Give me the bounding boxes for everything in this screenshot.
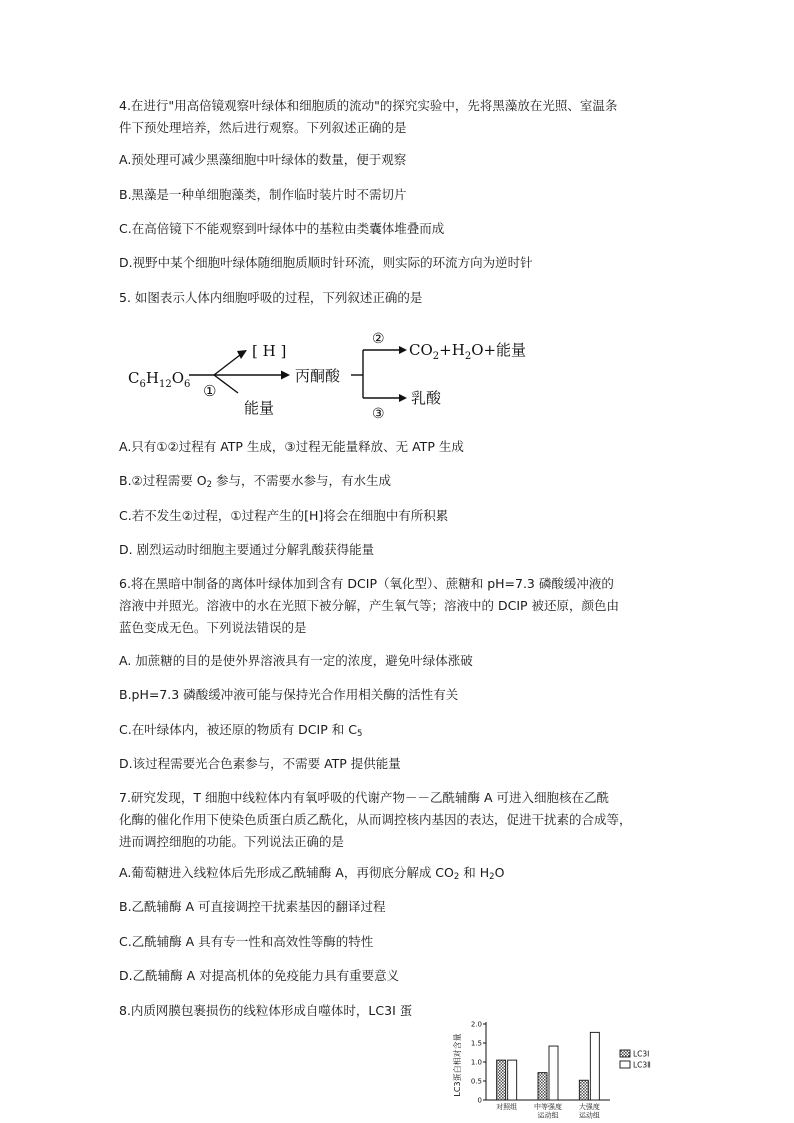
q5-option-c: C.若不发生②过程，①过程产生的[H]将会在细胞中有所积累: [119, 508, 449, 523]
energy-branch-line: [214, 375, 238, 393]
aerobic-arrow-head: [399, 346, 407, 354]
chart-bar-lc3-ii: [508, 1060, 517, 1100]
main-arrow-head: [281, 371, 290, 380]
q4-stem: [119, 95, 679, 139]
chart-y-tick-label: 1.0: [470, 1058, 482, 1067]
q4-option-d: D.视野中某个细胞叶绿体随细胞质顺时针环流，则实际的环流方向为逆时针: [119, 255, 533, 270]
q7-option-d: D.乙酰辅酶 A 对提高机体的免疫能力具有重要意义: [119, 968, 400, 983]
chart-y-tick-label: 0: [477, 1096, 482, 1105]
chart-y-tick-label: 1.5: [470, 1039, 482, 1048]
step-1-marker: ①: [203, 382, 217, 400]
q6-option-b: B.pH=7.3 磷酸缓冲液可能与保持光合作用相关酶的活性有关: [119, 687, 459, 702]
chart-legend-swatch: [620, 1061, 630, 1068]
chart-bar-lc3-ii: [549, 1046, 558, 1100]
chart-bar-lc3-i: [579, 1080, 588, 1100]
q5-option-d: D. 剧烈运动时细胞主要通过分解乳酸获得能量: [119, 542, 375, 557]
q6-stem: 6.将在黑暗中制备的离体叶绿体加到含有 DCIP（氧化型）、蔗糖和 pH=7.3 磷酸缓冲液的 溶液中并照光。溶液中的水在光照下被分解，产生氧气等；溶液中的 DCIP 被还原，颜色由 蓝色变成无色。下列说法错误的是: [119, 576, 620, 635]
respiration-diagram: [119, 328, 539, 424]
q4-stem-line-1: 4.在进行"用高倍镜观察叶绿体和细胞质的流动"的探究实验中，先将黑藻放在光照、室温条: [119, 98, 618, 113]
chart-x-tick-label: 对照组: [496, 1103, 518, 1111]
q4-option-b: B.黑藻是一种单细胞藻类，制作临时装片时不需切片: [119, 187, 407, 202]
q6-option-d: D.该过程需要光合色素参与，不需要 ATP 提供能量: [119, 756, 401, 771]
chart-legend-label: LC3Ⅱ: [633, 1060, 651, 1070]
hydrogen-label: [ H ]: [252, 342, 287, 360]
chart-bar-lc3-ii: [590, 1032, 599, 1100]
chart-y-label: LC3蛋白相对含量: [453, 1033, 462, 1097]
aerobic-products: $CO_2+H_2O+$能量: [409, 341, 527, 362]
q5-option-a: A.只有①②过程有 ATP 生成，③过程无能量释放、无 ATP 生成: [119, 439, 464, 454]
q5-option-b: B.②过程需要 $O_2$ 参与，不需要水参与，有水生成: [119, 473, 391, 490]
lactate-label: 乳酸: [411, 389, 442, 407]
q4-option-a: A.预处理可减少黑藻细胞中叶绿体的数量，便于观察: [119, 152, 407, 167]
h-branch-arrow: [214, 355, 240, 375]
q7-option-a: A.葡萄糖进入线粒体后先形成乙酰辅酶 A，再彻底分解成 $CO_2$ 和 $H_2O$: [119, 865, 505, 882]
q4-stem-line-2: 件下预处理培养，然后进行观察。下列叙述正确的是: [119, 120, 407, 135]
q5-stem: 5. 如图表示人体内细胞呼吸的过程，下列叙述正确的是: [119, 290, 423, 305]
chart-y-tick-label: 0.5: [470, 1077, 482, 1086]
chart-bar-lc3-i: [538, 1073, 547, 1100]
glucose-formula: $C_6H_{12}O_6$: [128, 369, 191, 390]
chart-legend-label: LC3Ⅰ: [633, 1049, 650, 1059]
chart-y-tick-label: 2.0: [470, 1020, 482, 1029]
energy-label: 能量: [244, 399, 275, 417]
q7-option-c: C.乙酰辅酶 A 具有专一性和高效性等酶的特性: [119, 934, 374, 949]
lc3-bar-chart: [448, 1010, 678, 1120]
q4-option-c: C.在高倍镜下不能观察到叶绿体中的基粒由类囊体堆叠而成: [119, 221, 445, 236]
chart-x-tick-label: 运动组: [537, 1111, 559, 1120]
q7-stem: 7.研究发现，T 细胞中线粒体内有氧呼吸的代谢产物－－乙酰辅酶 A 可进入细胞核在乙酰 化酶的催化作用下使染色质蛋白质乙酰化，从而调控核内基因的表达，促进干扰素的合成等， 进而调控细胞的功能。下列说法正确的是: [119, 790, 632, 849]
chart-bar-lc3-i: [497, 1060, 506, 1100]
anaerobic-arrow-head: [399, 394, 407, 402]
q8-stem: 8.内质网膜包裹损伤的线粒体形成自噬体时，LC3I 蛋: [119, 1003, 413, 1018]
chart-x-tick-label: 中等强度: [534, 1103, 562, 1111]
q6-option-c: C.在叶绿体内，被还原的物质有 DCIP 和 $C_5$: [119, 722, 363, 739]
step-2-marker: ②: [372, 331, 385, 347]
chart-x-tick-label: 运动组: [578, 1111, 600, 1120]
chart-legend-swatch: [620, 1050, 630, 1057]
q6-option-a: A. 加蔗糖的目的是使外界溶液具有一定的浓度，避免叶绿体涨破: [119, 653, 473, 668]
q7-option-b: B.乙酰辅酶 A 可直接调控干扰素基因的翻译过程: [119, 899, 386, 914]
chart-x-tick-label: 大强度: [578, 1103, 600, 1111]
pyruvate-label: 丙酮酸: [295, 367, 341, 385]
step-3-marker: ③: [372, 406, 385, 422]
h-branch-arrow-head: [237, 350, 247, 359]
